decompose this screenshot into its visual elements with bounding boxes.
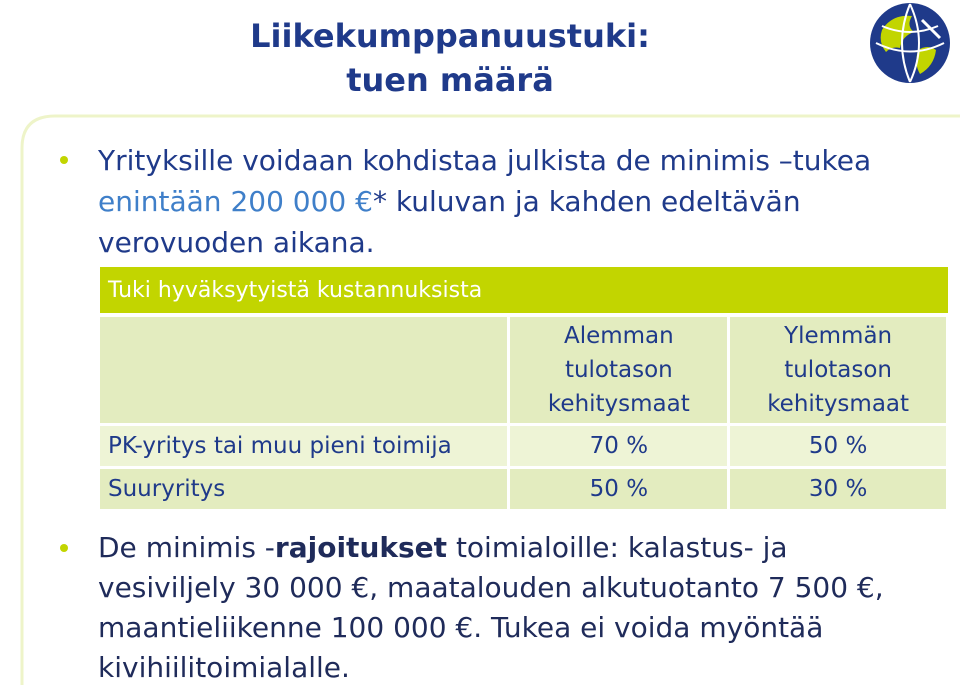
bullet2-text-part2: toimialoille: kalastus- ja vesiviljely 30 000 €, maatalouden alkutuotanto 7 500 €, maantieliikenne 100 000 €. Tukea ei voida myöntää kivihiilitoimialalle.: [98, 531, 884, 684]
table-row: [100, 468, 948, 511]
column-header-upper-income: Ylemmän tulotason kehitysmaat: [729, 315, 948, 425]
bullet2-bold: rajoitukset: [274, 531, 448, 564]
table-header: Tuki hyväksytyistä kustannuksista: [100, 267, 948, 315]
page-title: [180, 14, 720, 102]
bullet-sector-restrictions: [98, 528, 918, 688]
bullet1-text-part2: * kuluvan ja kahden edeltävän verovuoden aikana.: [98, 185, 801, 259]
row-value-upper: 30 %: [729, 468, 948, 511]
page-title-line2: tuen määrä: [346, 61, 554, 99]
table-header-row: [100, 267, 948, 315]
table-row: [100, 425, 948, 468]
row-value-lower: 70 %: [509, 425, 729, 468]
row-value-lower: 50 %: [509, 468, 729, 511]
page-title-line1: Liikekumppanuustuki:: [250, 17, 650, 55]
row-label: PK-yritys tai muu pieni toimija: [100, 425, 509, 468]
column-header-empty: [100, 315, 509, 425]
table-column-header-row: [100, 315, 948, 425]
globe-logo-icon: [862, 0, 958, 86]
bullet-de-minimis-limit: [98, 140, 918, 263]
column-header-lower-income: Alemman tulotason kehitysmaat: [509, 315, 729, 425]
bullet1-text-part1: Yrityksille voidaan kohdistaa julkista de minimis –tukea: [98, 144, 872, 177]
bullet2-text-part1: De minimis -: [98, 531, 275, 564]
bullet-dot: [60, 156, 68, 164]
row-value-upper: 50 %: [729, 425, 948, 468]
bullet1-highlight: enintään 200 000 €: [98, 185, 373, 218]
support-rate-table: [100, 267, 949, 512]
bullet-dot: [60, 544, 68, 552]
row-label: Suuryritys: [100, 468, 509, 511]
